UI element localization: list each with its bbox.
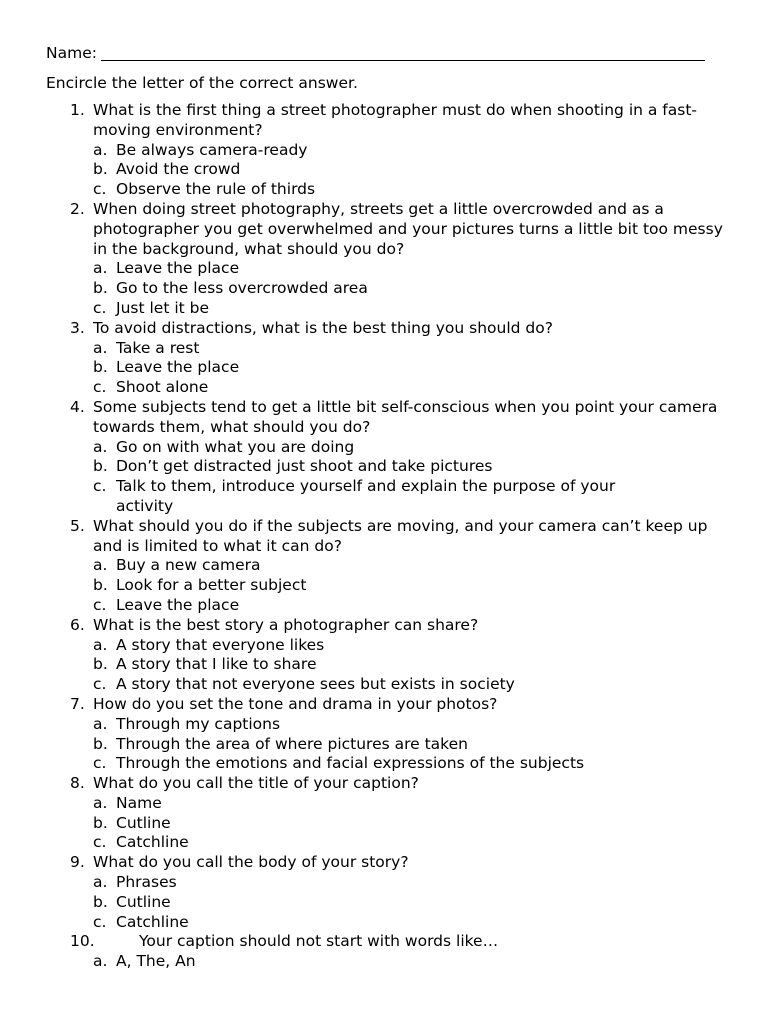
answer-option[interactable] (0, 913, 768, 933)
answer-option[interactable] (0, 952, 768, 972)
question-item (0, 319, 768, 398)
question-item (0, 517, 768, 616)
question-text: Some subjects tend to get a little bit self-conscious when you point your camera towards them, what should you do? (93, 397, 718, 436)
option-letter[interactable]: a. (93, 635, 108, 654)
question-number: 9. (70, 853, 85, 872)
option-letter[interactable]: b. (93, 358, 108, 377)
name-blank-line (101, 60, 705, 61)
option-text: Through my captions (116, 714, 281, 733)
question-text: What is the first thing a street photographer must do when shooting in a fast-moving environment? (93, 101, 698, 139)
question-text: How do you set the tone and drama in your photos? (93, 694, 498, 713)
option-letter[interactable]: c. (93, 675, 107, 694)
question-number: 3. (70, 318, 85, 337)
question-text: What do you call the body of your story? (93, 853, 409, 872)
answer-option[interactable] (0, 160, 768, 180)
question-item (0, 398, 768, 517)
question-item (0, 774, 768, 853)
answer-option[interactable] (0, 735, 768, 755)
option-letter[interactable]: a. (93, 952, 108, 971)
option-text: Don’t get distracted just shoot and take pictures (116, 457, 493, 476)
option-letter[interactable]: a. (93, 140, 108, 159)
question-text: What do you call the title of your caption? (93, 774, 419, 793)
option-text: Through the area of where pictures are taken (116, 734, 468, 753)
option-text: Take a rest (116, 338, 200, 357)
option-text: Avoid the crowd (116, 160, 241, 179)
answer-option[interactable] (0, 576, 768, 596)
question-item (0, 853, 768, 932)
option-letter[interactable]: a. (93, 714, 108, 733)
question-number: 10. (70, 932, 95, 951)
option-letter[interactable]: b. (93, 892, 108, 911)
answer-option[interactable] (0, 794, 768, 814)
option-letter[interactable]: c. (93, 754, 107, 773)
option-text: Talk to them, introduce yourself and explain the purpose of your activity (116, 477, 616, 515)
answer-option[interactable] (0, 438, 768, 458)
answer-option[interactable] (0, 259, 768, 279)
option-letter[interactable]: a. (93, 338, 108, 357)
option-letter[interactable]: a. (93, 259, 108, 278)
option-letter[interactable]: c. (93, 595, 107, 614)
question-item (0, 616, 768, 695)
option-text: A story that not everyone sees but exists in society (116, 675, 515, 694)
answer-option[interactable] (0, 675, 768, 695)
option-letter[interactable]: b. (93, 813, 108, 832)
option-text: Shoot alone (116, 378, 209, 397)
option-text: Cutline (116, 813, 171, 832)
question-number: 5. (70, 516, 85, 535)
option-text: Name (116, 793, 162, 812)
answer-option[interactable] (0, 893, 768, 913)
option-text: Catchline (116, 912, 189, 931)
question-item (0, 932, 768, 972)
question-text: Your caption should not start with words like… (139, 932, 499, 951)
question-item (0, 200, 768, 319)
option-letter[interactable]: b. (93, 160, 108, 179)
answer-option[interactable] (0, 655, 768, 675)
answer-option[interactable] (0, 339, 768, 359)
option-letter[interactable]: c. (93, 298, 107, 317)
option-letter[interactable]: a. (93, 873, 108, 892)
answer-option[interactable] (0, 596, 768, 616)
answer-option[interactable] (0, 873, 768, 893)
answer-option[interactable] (0, 141, 768, 161)
instruction-text: Encircle the letter of the correct answer. (46, 74, 358, 92)
option-text: Leave the place (116, 358, 240, 377)
option-letter[interactable]: b. (93, 655, 108, 674)
question-number: 7. (70, 694, 85, 713)
question-list (0, 101, 768, 972)
option-text: Leave the place (116, 259, 240, 278)
option-letter[interactable]: b. (93, 457, 108, 476)
answer-option[interactable] (0, 814, 768, 834)
question-text: When doing street photography, streets get a little overcrowded and as a photographer you get overwhelmed and your pictures turns a little bit too messy in the background, what should you do? (93, 199, 723, 258)
question-text: To avoid distractions, what is the best thing you should do? (93, 318, 553, 337)
option-letter[interactable]: c. (93, 477, 107, 496)
question-item (0, 695, 768, 774)
answer-option[interactable] (0, 833, 768, 853)
option-text: Catchline (116, 833, 189, 852)
answer-option[interactable] (0, 180, 768, 200)
option-letter[interactable]: a. (93, 437, 108, 456)
option-text: A story that I like to share (116, 655, 317, 674)
answer-option[interactable] (0, 556, 768, 576)
option-letter[interactable]: c. (93, 833, 107, 852)
question-text: What should you do if the subjects are moving, and your camera can’t keep up and is limited to what it can do? (93, 516, 708, 555)
question-number: 6. (70, 615, 85, 634)
answer-option[interactable] (0, 715, 768, 735)
option-text: Be always camera-ready (116, 140, 308, 159)
question-text: What is the best story a photographer can share? (93, 615, 479, 634)
option-text: Through the emotions and facial expressions of the subjects (116, 754, 585, 773)
option-text: Go on with what you are doing (116, 437, 355, 456)
answer-option[interactable] (0, 299, 768, 319)
name-label: Name: (46, 44, 97, 62)
option-text: A, The, An (116, 952, 196, 971)
question-number: 4. (70, 397, 85, 416)
option-text: A story that everyone likes (116, 635, 325, 654)
option-letter[interactable]: c. (93, 912, 107, 931)
option-letter[interactable]: c. (93, 180, 107, 199)
option-letter[interactable]: b. (93, 734, 108, 753)
option-text: Look for a better subject (116, 576, 307, 595)
option-text: Just let it be (116, 298, 210, 317)
option-letter[interactable]: a. (93, 556, 108, 575)
option-text: Go to the less overcrowded area (116, 279, 368, 298)
answer-option[interactable] (0, 477, 768, 517)
answer-option[interactable] (0, 378, 768, 398)
question-number: 8. (70, 774, 85, 793)
option-text: Observe the rule of thirds (116, 180, 316, 199)
option-text: Leave the place (116, 595, 240, 614)
option-letter[interactable]: c. (93, 378, 107, 397)
option-letter[interactable]: b. (93, 279, 108, 298)
answer-option[interactable] (0, 279, 768, 299)
question-number: 1. (70, 101, 85, 119)
option-letter[interactable]: b. (93, 576, 108, 595)
option-text: Phrases (116, 873, 177, 892)
option-text: Buy a new camera (116, 556, 261, 575)
question-number: 2. (70, 199, 85, 218)
question-item (0, 101, 768, 200)
answer-option[interactable] (0, 636, 768, 656)
option-letter[interactable]: a. (93, 793, 108, 812)
option-text: Cutline (116, 892, 171, 911)
answer-option[interactable] (0, 358, 768, 378)
answer-option[interactable] (0, 457, 768, 477)
answer-option[interactable] (0, 754, 768, 774)
